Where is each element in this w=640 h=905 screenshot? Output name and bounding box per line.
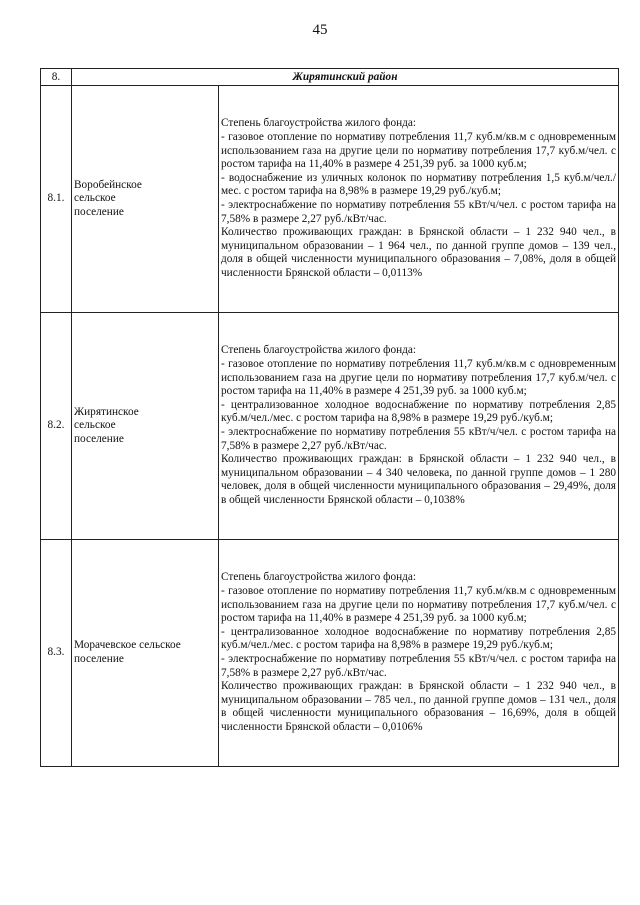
settlement-name-line: Морачевское сельское bbox=[74, 639, 181, 652]
settlement-name-line: поселение bbox=[74, 653, 124, 665]
description-paragraph: Степень благоустройства жилого фонда: bbox=[221, 117, 417, 130]
table-row bbox=[41, 313, 619, 540]
table-row bbox=[41, 86, 619, 313]
description-paragraph: Количество проживающих граждан: в Брянской области – 1 232 940 чел., в муниципальном образовании – 785 чел., по данной группе домов – 131 чел., доля в общей численности муниципального образования – 16,69%, доля в общей численности Брянской области – 0,0106% bbox=[221, 680, 617, 733]
description-paragraph: - электроснабжение по нормативу потребления 55 кВт/ч/чел. с ростом тарифа на 7,58% в размере 2,27 руб./кВт/час. bbox=[221, 653, 617, 679]
row-number: 8.1. bbox=[41, 86, 72, 313]
description-paragraph: Степень благоустройства жилого фонда: bbox=[221, 344, 417, 357]
settlement-name-line: Воробейнское bbox=[74, 178, 142, 191]
settlement-name-line: Жирятинское bbox=[74, 405, 139, 418]
description-paragraph: - газовое отопление по нормативу потребления 11,7 куб.м/кв.м с одновременным использованием газа на другие цели по нормативу потребления 17,7 куб.м/чел. с ростом тарифа на 11,40% в размере 4 251,39 руб. за 1000 куб.м; bbox=[221, 358, 617, 398]
description-paragraph: - водоснабжение из уличных колонок по нормативу потребления 1,5 куб.м/чел./мес. с ростом тарифа на 8,98% в размере 19,29 руб./куб.м; bbox=[221, 171, 617, 198]
section-title: Жирятинский район bbox=[72, 69, 619, 86]
housing-description bbox=[219, 86, 619, 313]
settlement-name bbox=[72, 313, 219, 540]
section-header-row bbox=[41, 69, 619, 86]
settlement-name-line: поселение bbox=[74, 205, 124, 218]
description-paragraph: - газовое отопление по нормативу потребления 11,7 куб.м/кв.м с одновременным использованием газа на другие цели по нормативу потребления 17,7 куб.м/чел. с ростом тарифа на 11,40% в размере 4 251,39 руб. за 1000 куб.м; bbox=[221, 585, 617, 625]
row-number: 8.3. bbox=[41, 540, 72, 767]
description-paragraph: - централизованное холодное водоснабжение по нормативу потребления 2,85 куб.м/чел./мес. с ростом тарифа на 8,98% в размере 19,29 руб./куб.м; bbox=[221, 398, 617, 425]
housing-description bbox=[219, 540, 619, 767]
settlement-name-line: поселение bbox=[74, 432, 124, 445]
district-table bbox=[40, 68, 619, 767]
description-paragraph: - электроснабжение по нормативу потребления 55 кВт/ч/чел. с ростом тарифа на 7,58% в размере 2,27 руб./кВт/час. bbox=[221, 199, 617, 225]
page-number: 45 bbox=[312, 22, 328, 38]
section-number: 8. bbox=[41, 69, 72, 86]
description-paragraph: Количество проживающих граждан: в Брянской области – 1 232 940 чел., в муниципальном образовании – 4 340 человека, по данной группе домов – 1 280 человек, доля в общей численности муниципального образования – 29,49%, доля в общей численности Брянской области – 0,1038% bbox=[221, 453, 617, 506]
description-paragraph: Количество проживающих граждан: в Брянской области – 1 232 940 чел., в муниципальном образовании – 1 964 чел., по данной группе домов – 139 чел., доля в общей численности муниципального образования – 7,08%, доля в общей численности Брянской области – 0,0113% bbox=[221, 226, 617, 279]
row-number: 8.2. bbox=[41, 313, 72, 540]
settlement-name-line: сельское bbox=[74, 192, 116, 205]
settlement-name bbox=[72, 86, 219, 313]
description-paragraph: Степень благоустройства жилого фонда: bbox=[221, 571, 417, 584]
description-paragraph: - электроснабжение по нормативу потребления 55 кВт/ч/чел. с ростом тарифа на 7,58% в размере 2,27 руб./кВт/час. bbox=[221, 426, 617, 452]
description-paragraph: - газовое отопление по нормативу потребления 11,7 куб.м/кв.м с одновременным использованием газа на другие цели по нормативу потребления 17,7 куб.м/чел. с ростом тарифа на 11,40% в размере 4 251,39 руб. за 1000 куб.м; bbox=[221, 131, 617, 171]
table-row bbox=[41, 540, 619, 767]
housing-description bbox=[219, 313, 619, 540]
settlement-name-line: сельское bbox=[74, 419, 116, 432]
description-paragraph: - централизованное холодное водоснабжение по нормативу потребления 2,85 куб.м/чел./мес. с ростом тарифа на 8,98% в размере 19,29 руб./куб.м; bbox=[221, 625, 617, 652]
settlement-name bbox=[72, 540, 219, 767]
